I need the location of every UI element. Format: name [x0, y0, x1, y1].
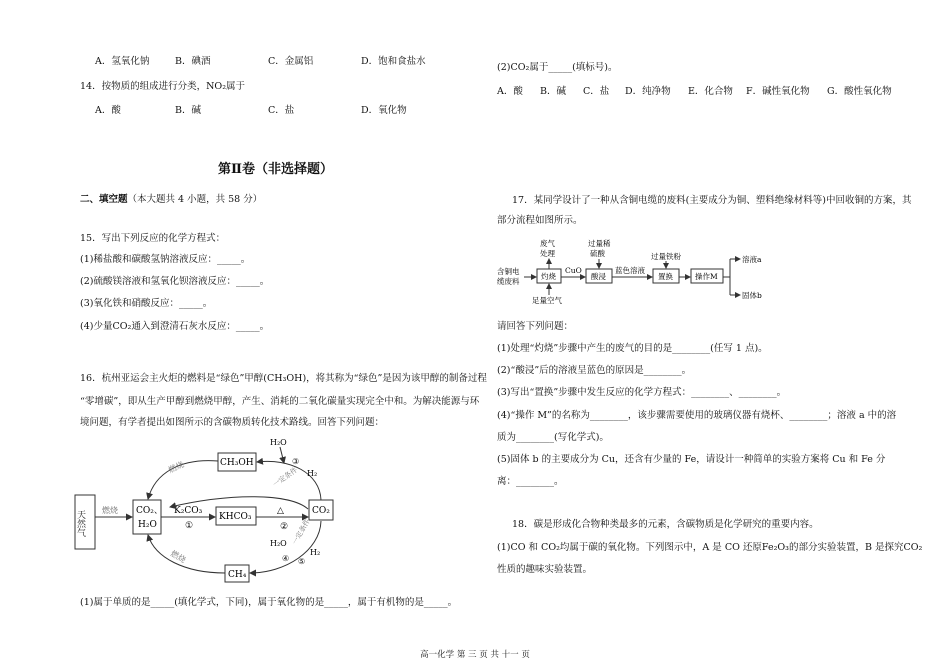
h2o-bot-label: H₂O — [270, 539, 287, 548]
q15-item-3: (3)氧化铁和硝酸反应：_____。 — [80, 298, 213, 309]
khco3-label: KHCO₃ — [219, 512, 252, 522]
q14-2-option-d: D．纯净物 — [625, 86, 671, 97]
q17-item-4-cont: 质为________(写化学式)。 — [497, 432, 609, 443]
q13-option-a: A．氢氧化钠 — [95, 56, 150, 67]
copper-recovery-flowchart — [494, 237, 794, 312]
q17-line-1: 17．某同学设计了一种从含铜电缆的废料(主要成分为铜、塑料绝缘材料等)中回收铜的方案，其 — [512, 195, 912, 206]
part2-head: 二、填空题 — [80, 194, 128, 205]
q16-line-1: 16．杭州亚运会主火炬的燃料是“绿色”甲醇(CH₃OH)，将其称为“绿色”是因为该甲醇的制备过程 — [80, 373, 487, 384]
q18-line-3: 性质的趣味实验装置。 — [497, 564, 593, 575]
solid-b-label: 固体b — [742, 291, 762, 300]
q14-2-option-f: F．碱性氧化物 — [746, 86, 810, 97]
q14-option-c: C．盐 — [268, 105, 295, 116]
q17-item-4: (4)“操作 M”的名称为________，该步骤需要使用的玻璃仪器有烧杯、________；溶液 a 中的溶 — [497, 410, 897, 421]
co2-h2o-label-a: CO₂、 — [136, 506, 163, 516]
waste-gas-label-b: 处理 — [540, 249, 555, 258]
q14-2-option-c: C．盐 — [583, 86, 610, 97]
acid-label-b: 硫酸 — [590, 249, 605, 258]
solution-a-label: 溶液a — [742, 255, 762, 264]
ch4-burn-arc — [148, 535, 225, 573]
co2-to-ch3oh-arc — [257, 461, 321, 500]
op-m-label: 操作M — [695, 272, 718, 281]
q17-ask: 请回答下列问题： — [497, 321, 574, 332]
q14-option-a: A．酸 — [95, 105, 121, 116]
step-5-label: ⑤ — [298, 557, 306, 566]
q17-item-5: (5)固体 b 的主要成分为 Cu，还含有少量的 Fe，请设计一种简单的实验方案将 Cu 和 Fe 分 — [497, 454, 886, 465]
cond-top-label: 一定条件 — [271, 466, 300, 489]
delta-label: △ — [277, 506, 284, 516]
q14-2-option-g: G．酸性氧化物 — [827, 86, 892, 97]
co2-label: CO₂ — [312, 506, 330, 516]
burn-label: 灼烧 — [541, 272, 556, 281]
q15-stem: 15．写出下列反应的化学方程式： — [80, 233, 226, 244]
q17-line-2: 部分流程如图所示。 — [497, 215, 583, 226]
h2-top-label: H₂ — [307, 469, 318, 478]
h2-bot-label: H₂ — [310, 548, 321, 557]
q17-item-3: (3)写出“置换”步骤中发生反应的化学方程式：________、________。 — [497, 387, 787, 398]
step-1-label: ① — [185, 521, 194, 531]
air-label: 足量空气 — [532, 296, 562, 305]
step-4-label: ④ — [282, 554, 290, 563]
co2-h2o-label-b: H₂O — [138, 520, 157, 530]
k2co3-label: K₂CO₃ — [174, 506, 203, 516]
q17-item-2: (2)“酸浸”后的溶液呈蓝色的原因是________。 — [497, 365, 692, 376]
section-title: 第Ⅱ卷（非选择题） — [218, 162, 333, 177]
burn-label-left: 燃烧 — [102, 506, 118, 515]
q17-item-1: (1)处理“灼烧”步骤中产生的废气的目的是________(任写 1 点)。 — [497, 343, 768, 354]
burn-label-bottom: 燃烧 — [169, 548, 188, 565]
q16-line-2: “零增碳”，即从生产甲醇到燃烧甲醇，产生、消耗的二氧化碳量实现完全中和。为解决能源与环 — [80, 396, 480, 407]
q13-option-d: D．饱和食盐水 — [361, 56, 426, 67]
acid-leach-label: 酸浸 — [591, 272, 606, 281]
page-footer: 高一化学 第 三 页 共 十一 页 — [420, 650, 530, 660]
iron-label: 过量铁粉 — [651, 252, 681, 261]
cond-bot-label: 一定条件 — [290, 517, 312, 546]
step-2-label: ② — [280, 522, 289, 532]
q17-item-5-cont: 离：________。 — [497, 476, 564, 487]
carbon-conversion-diagram — [70, 433, 360, 598]
waste-gas-label-a: 废气 — [540, 239, 555, 248]
step-3-label: ③ — [292, 457, 300, 466]
q14-stem: 14．按物质的组成进行分类，NO₂属于 — [80, 81, 245, 92]
feed-label-a: 含铜电 — [497, 267, 520, 276]
q16-line-3: 境问题，有学者提出如图所示的含碳物质转化技术路线。回答下列问题： — [80, 417, 385, 428]
q14-2-option-e: E．化合物 — [688, 86, 733, 97]
feed-label-b: 缆废料 — [497, 277, 520, 286]
acid-label-a: 过量稀 — [588, 239, 611, 248]
q16-sub-1: (1)属于单质的是_____(填化学式，下同)，属于氧化物的是_____，属于有机物的是_____。 — [80, 597, 458, 608]
q14-option-d: D．氧化物 — [361, 105, 407, 116]
q18-line-1: 18．碳是形成化合物种类最多的元素，含碳物质是化学研究的重要内容。 — [512, 519, 819, 530]
q15-item-2: (2)硫酸镁溶液和氢氧化钡溶液反应：_____。 — [80, 276, 270, 287]
burn-label-top: 燃烧 — [167, 459, 186, 475]
q14-part-2: (2)CO₂属于_____(填标号)。 — [497, 62, 618, 73]
q15-item-1: (1)稀盐酸和碳酸氢钠溶液反应：_____。 — [80, 254, 251, 265]
ch4-label: CH₄ — [228, 570, 247, 580]
part2-note: （本大题共 4 小题，共 58 分） — [127, 194, 263, 205]
natural-gas-label: 天然气 — [75, 510, 85, 537]
q14-2-option-b: B．碱 — [540, 86, 566, 97]
h2o-top-label: H₂O — [270, 438, 287, 447]
q13-option-c: C．金属铝 — [268, 56, 314, 67]
h2o-top-arrow — [280, 447, 284, 463]
cuo-label: CuO — [565, 266, 582, 275]
q14-option-b: B．碱 — [175, 105, 201, 116]
ch3oh-label: CH₃OH — [220, 458, 254, 468]
q13-option-b: B．碘酒 — [175, 56, 211, 67]
q18-line-2: (1)CO 和 CO₂均属于碳的氧化物。下列图示中，A 是 CO 还原Fe₂O₃的部分实验装置，B 是探究CO₂ — [497, 542, 923, 553]
q15-item-4: (4)少量CO₂通入到澄清石灰水反应：_____。 — [80, 321, 270, 332]
q14-2-option-a: A．酸 — [497, 86, 523, 97]
part2-heading — [80, 193, 262, 207]
replace-label: 置换 — [658, 272, 673, 281]
blue-solution-label: 蓝色溶液 — [615, 266, 645, 275]
